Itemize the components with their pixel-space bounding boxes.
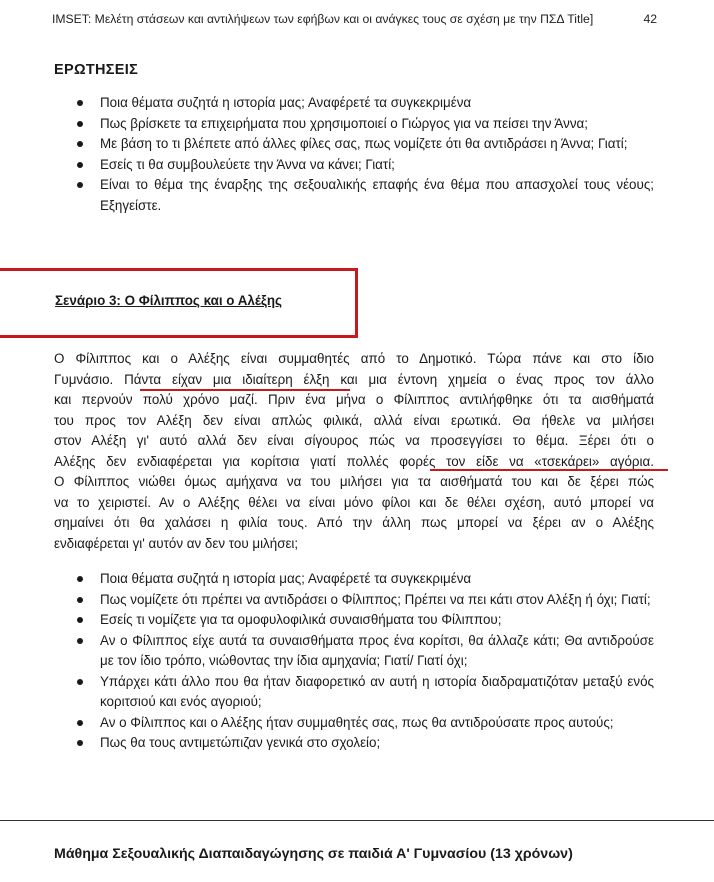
list-item: Πως θα τους αντιμετώπιζαν γενικά στο σχολείο; (54, 733, 654, 754)
list-item: Υπάρχει κάτι άλλο που θα ήταν διαφορετικό αν αυτή η ιστορία διαδραματιζόταν μεταξύ ενός κοριτσιού και ενός αγοριού; (54, 672, 654, 713)
page-footer: Μάθημα Σεξουαλικής Διαπαιδαγώγησης σε παιδιά Α' Γυμνασίου (13 χρόνων) (54, 846, 573, 862)
list-item: Με βάση το τι βλέπετε από άλλες φίλες σας, πως νομίζετε ότι θα αντιδράσει η Άννα; Γιατί; (54, 134, 654, 155)
paragraph-line: να το χειριστεί. Αν ο Αλέξης θέλει να είναι μόνο φίλοι και δε θέλει σχέση, αυτό μπορεί να (54, 494, 654, 510)
paragraph-line: Γυμνάσιο. Πάντα είχαν μια ιδιαίτερη έλξη και μια έντονη χημεία ο ένας προς τον άλλο (54, 371, 654, 387)
paragraph-line: στον Αλέξη γι' αυτό αλλά δεν είναι σίγουρος πώς να προσεγγίσει το θέμα. Ξέρει ότι ο (54, 433, 654, 448)
list-item: Είναι το θέμα της έναρξης της σεξουαλικής επαφής ένα θέμα που απασχολεί τους νέους; Εξηγείστε. (54, 175, 654, 216)
page-number: 42 (643, 12, 657, 26)
list-item: Ποια θέματα συζητά η ιστορία μας; Αναφέρετέ τα συγκεκριμένα (54, 93, 654, 114)
scenario-paragraph (54, 349, 654, 554)
header-title: IMSET: Μελέτη στάσεων και αντιλήψεων των εφήβων και οι ανάγκες τους σε σχέση με την ΠΣΔ Title] (52, 12, 594, 26)
red-underline-2 (430, 469, 668, 471)
red-underline-1 (140, 389, 350, 391)
footer-divider (0, 820, 714, 821)
questions-list-2 (54, 569, 654, 754)
paragraph-line: Αλέξης δεν ενδιαφέρεται για κορίτσια γιατί πολλές φορές τον είδε να «τσεκάρει» αγόρια. (54, 453, 654, 469)
list-item: Πως βρίσκετε τα επιχειρήματα που χρησιμοποιεί ο Γιώργος για να πείσει την Άννα; (54, 114, 654, 135)
list-item: Αν ο Φίλιππος και ο Αλέξης ήταν συμμαθητές σας, πως θα αντιδρούσατε προς αυτούς; (54, 713, 654, 734)
paragraph-line: σημαίνει ότι θα χαλάσει η φιλία τους. Από την άλλη πως μπορεί να ξέρει αν ο Αλέξης (54, 515, 654, 530)
paragraph-line: ενδιαφέρεται γι' αυτόν αν δεν του μιλήσει; (54, 535, 299, 551)
paragraph-line: του προς τον Αλέξη δεν είναι απλώς φιλικά, αλλά είναι ερωτικά. Θα ήθελε να μιλήσει (54, 412, 654, 428)
list-item: Πως νομίζετε ότι πρέπει να αντιδράσει ο Φίλιππος; Πρέπει να πει κάτι στον Αλέξη ή όχι; Γιατί; (54, 590, 654, 611)
list-item: Εσείς τι νομίζετε για τα ομοφυλοφιλικά συναισθήματα του Φίλιππου; (54, 610, 654, 631)
paragraph-line: Ο Φίλιππος και ο Αλέξης είναι συμμαθητές από το Δημοτικό. Τώρα πάνε και στο ίδιο (54, 351, 654, 366)
section-heading: ΕΡΩΤΗΣΕΙΣ (54, 62, 139, 78)
paragraph-line: και περνούν πολύ χρόνο μαζί. Πριν ένα μήνα ο Φίλιππος αντιλήφθηκε ότι τα αισθήματά (54, 392, 654, 407)
list-item: Ποια θέματα συζητά η ιστορία μας; Αναφέρετέ τα συγκεκριμένα (54, 569, 654, 590)
questions-list-1 (54, 93, 654, 216)
paragraph-line: Ο Φίλιππος νιώθει όμως αμήχανα να του μιλήσει για τα αισθήματά του και δε ξέρει πώς (54, 474, 654, 489)
list-item: Εσείς τι θα συμβουλεύετε την Άννα να κάνει; Γιατί; (54, 155, 654, 176)
scenario-title: Σενάριο 3: Ο Φίλιππος και ο Αλέξης (55, 293, 282, 308)
list-item: Αν ο Φίλιππος είχε αυτά τα συναισθήματα προς ένα κορίτσι, θα άλλαζε κάτι; Θα αντιδρούσε με τον ίδιο τρόπο, νιώθοντας την ίδια αμηχανία; Γιατί/ Γιατί όχι; (54, 631, 654, 672)
page-header (52, 12, 657, 26)
